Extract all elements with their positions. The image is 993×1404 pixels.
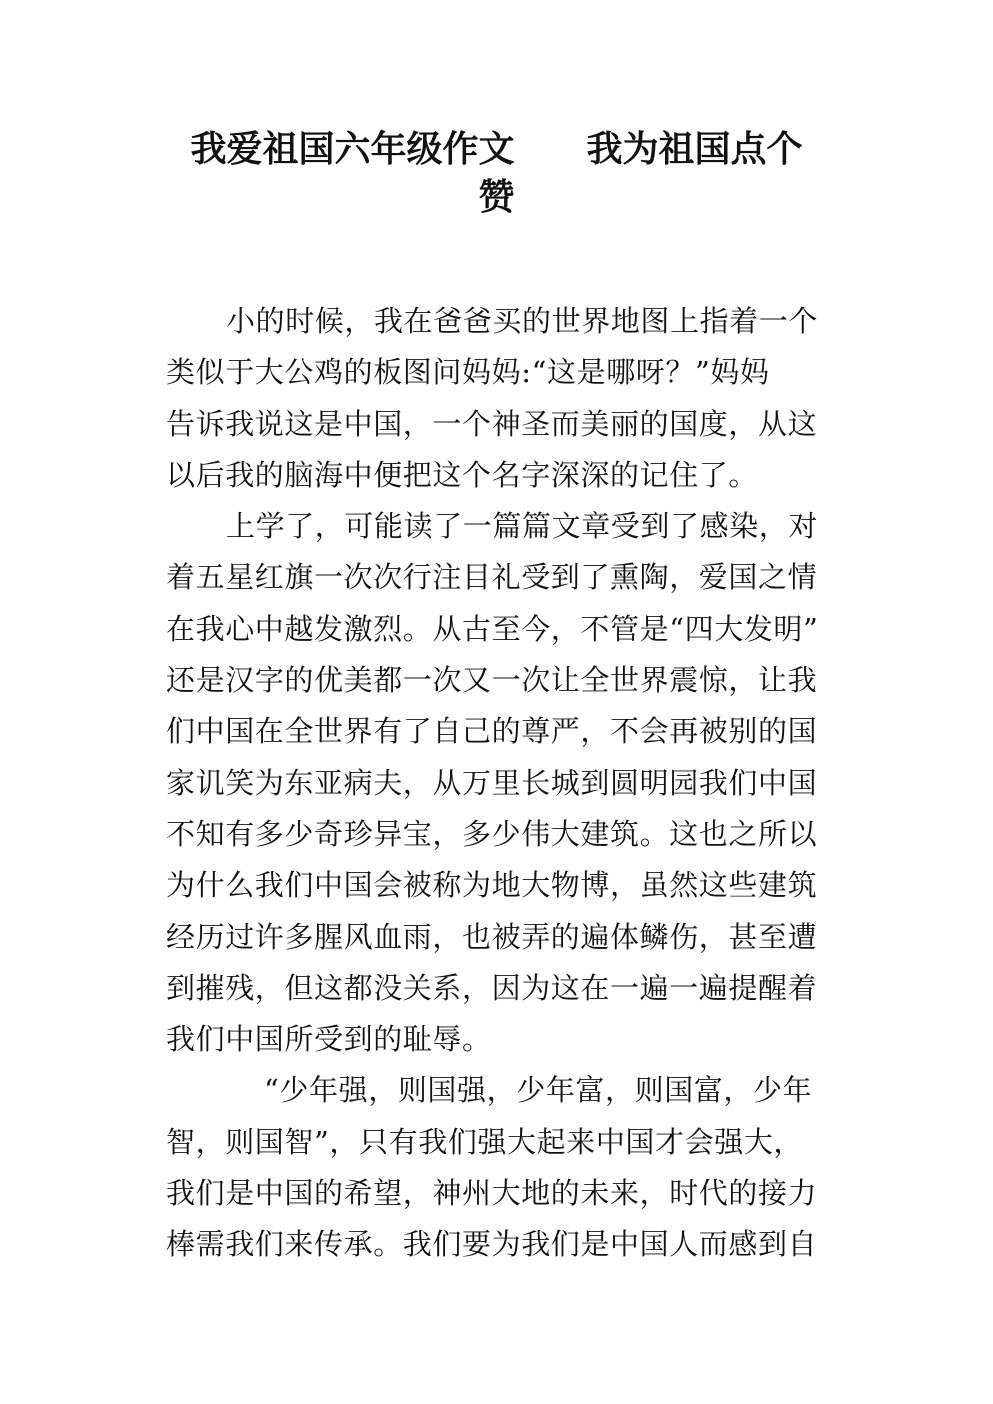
body-text-line: 不知有多少奇珍异宝，多少伟大建筑。这也之所以 — [166, 816, 818, 851]
body-text-line: 为什么我们中国会被称为地大物博，虽然这些建筑 — [166, 868, 818, 903]
body-text-line: 小的时候，我在爸爸买的世界地图上指着一个 — [226, 304, 819, 338]
body-text-line: 以后我的脑海中便把这个名字深深的记住了。 — [166, 457, 759, 492]
body-text-line: 类似于大公鸡的板图问妈妈:“这是哪呀？”妈妈 — [166, 355, 770, 390]
body-text-line: 到摧残，但这都没关系，因为这在一遍一遍提醒着 — [166, 970, 818, 1005]
document-title — [0, 126, 993, 222]
title-line: 我爱祖国六年级作文 我为祖国点个 — [190, 129, 803, 170]
body-text-line: 经历过许多腥风血雨，也被弄的遍体鳞伤，甚至遭 — [166, 919, 818, 954]
body-text-line: 我们是中国的希望，神州大地的未来，时代的接力 — [166, 1176, 818, 1211]
body-text-line: “少年强，则国强，少年富，则国富，少年 — [264, 1073, 813, 1108]
body-text-line: 我们中国所受到的耻辱。 — [166, 1022, 492, 1057]
body-text-line: 在我心中越发激烈。从古至今，不管是“四大发明” — [166, 611, 819, 646]
body-text-line: 着五星红旗一次次行注目礼受到了熏陶，爱国之情 — [166, 560, 818, 595]
body-text-line: 们中国在全世界有了自己的尊严，不会再被别的国 — [166, 714, 818, 749]
document-body — [166, 296, 836, 1271]
body-text-line: 家讥笑为东亚病夫，从万里长城到圆明园我们中国 — [166, 765, 818, 800]
body-text-line: 棒需我们来传承。我们要为我们是中国人而感到自 — [166, 1227, 818, 1262]
body-text-line: 告诉我说这是中国，一个神圣而美丽的国度，从这 — [166, 406, 818, 441]
title-line: 赞 — [478, 177, 515, 218]
body-text-line: 智，则国智”，只有我们强大起来中国才会强大， — [166, 1124, 804, 1159]
body-text-line: 还是汉字的优美都一次又一次让全世界震惊，让我 — [166, 663, 818, 698]
body-text-line: 上学了，可能读了一篇篇文章受到了感染，对 — [226, 509, 819, 544]
